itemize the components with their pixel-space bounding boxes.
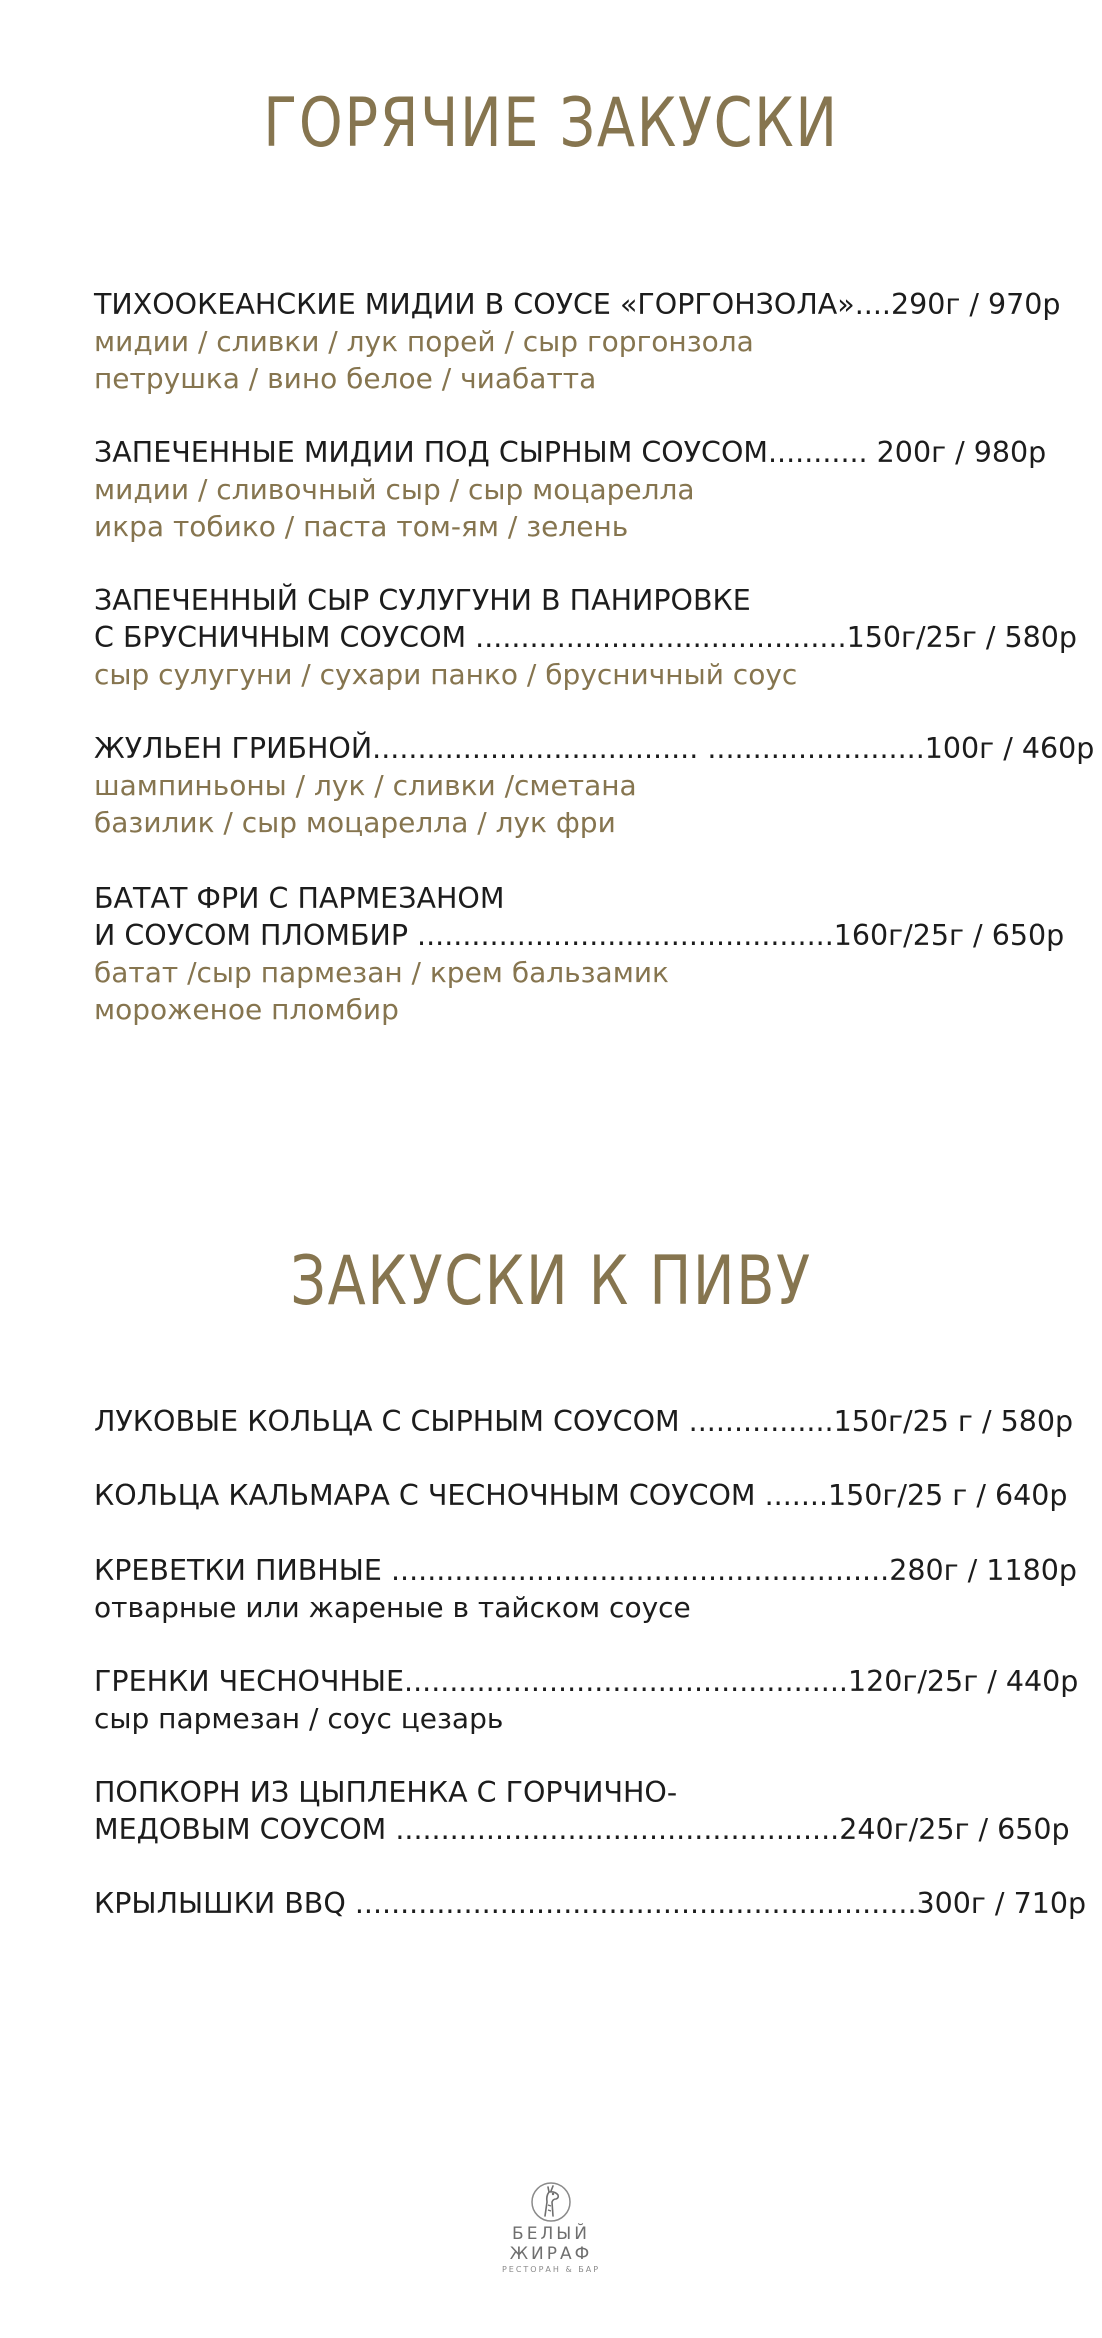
- menu-item-beer-shrimp: [94, 1552, 1077, 1626]
- menu-item-garlic-croutons: [94, 1663, 1079, 1737]
- item-name: КОЛЬЦА КАЛЬМАРА С ЧЕСНОЧНЫМ СОУСОМ .......150г/25 г / 640р: [94, 1479, 1068, 1512]
- item-name: С БРУСНИЧНЫМ СОУСОМ .........................................150г/25г / 580р: [94, 621, 1078, 654]
- menu-item-onion-rings: [94, 1403, 1074, 1440]
- logo-text: ЖИРАФ: [509, 2244, 593, 2264]
- logo-subtitle: РЕСТОРАН & БАР: [501, 2265, 601, 2274]
- menu-item-squid-rings: [94, 1477, 1068, 1514]
- item-name: И СОУСОМ ПЛОМБИР ..............................................160г/25г / 650р: [94, 919, 1065, 952]
- item-name: ЗАПЕЧЕННЫЕ МИДИИ ПОД СЫРНЫМ СОУСОМ........... 200г / 980р: [94, 436, 1047, 469]
- item-ingredients: мидии / сливочный сыр / сыр моцарелла: [94, 473, 695, 506]
- item-name: ТИХООКЕАНСКИЕ МИДИИ В СОУСЕ «ГОРГОНЗОЛА»....290г / 970р: [94, 288, 1061, 321]
- menu-item-julienne: [94, 730, 1095, 841]
- restaurant-logo: [501, 2180, 601, 2276]
- item-ingredients: икра тобико / паста том-ям / зелень: [94, 510, 629, 543]
- item-ingredients: сыр пармезан / соус цезарь: [94, 1702, 504, 1735]
- item-name: ЖУЛЬЕН ГРИБНОЙ.................................... ........................100г / 460р: [94, 732, 1095, 765]
- item-name: ПОПКОРН ИЗ ЦЫПЛЕНКА С ГОРЧИЧНО-: [94, 1776, 678, 1809]
- menu-item-chicken-popcorn: [94, 1774, 1070, 1848]
- item-name: ЗАПЕЧЕННЫЙ СЫР СУЛУГУНИ В ПАНИРОВКЕ: [94, 584, 751, 617]
- hot-section-title: ГОРЯЧИЕ ЗАКУСКИ: [263, 84, 839, 163]
- menu-item-sweet-potato-fries: [94, 880, 1065, 1028]
- item-ingredients: мидии / сливки / лук порей / сыр горгонзола: [94, 325, 754, 358]
- item-name: МЕДОВЫМ СОУСОМ .................................................240г/25г / 650р: [94, 1813, 1070, 1846]
- giraffe-icon: [501, 2180, 601, 2224]
- item-ingredients: батат /сыр пармезан / крем бальзамик: [94, 956, 669, 989]
- menu-item-suluguni: [94, 582, 1078, 693]
- item-name: ГРЕНКИ ЧЕСНОЧНЫЕ.................................................120г/25г / 440р: [94, 1665, 1079, 1698]
- item-name: БАТАТ ФРИ С ПАРМЕЗАНОМ: [94, 882, 505, 915]
- item-ingredients: сыр сулугуни / сухари панко / брусничный соус: [94, 658, 798, 691]
- item-ingredients: отварные или жареные в тайском соусе: [94, 1591, 691, 1624]
- item-name: ЛУКОВЫЕ КОЛЬЦА С СЫРНЫМ СОУСОМ ................150г/25 г / 580р: [94, 1405, 1074, 1438]
- item-ingredients: мороженое пломбир: [94, 993, 399, 1026]
- item-ingredients: базилик / сыр моцарелла / лук фри: [94, 806, 616, 839]
- menu-item-baked-mussels: [94, 434, 1047, 545]
- menu-item-mussels-gorgonzola: [94, 286, 1061, 397]
- item-name: КРЫЛЫШКИ BBQ ..............................................................300г / 710р: [94, 1887, 1087, 1920]
- item-name: КРЕВЕТКИ ПИВНЫЕ .......................................................280г / 1180р: [94, 1554, 1077, 1587]
- item-ingredients: петрушка / вино белое / чиабатта: [94, 362, 597, 395]
- item-ingredients: шампиньоны / лук / сливки /сметана: [94, 769, 637, 802]
- menu-item-bbq-wings: [94, 1885, 1087, 1922]
- beer-section-title: ЗАКУСКИ К ПИВУ: [290, 1242, 812, 1321]
- logo-text: БЕЛЫЙ: [512, 2224, 590, 2244]
